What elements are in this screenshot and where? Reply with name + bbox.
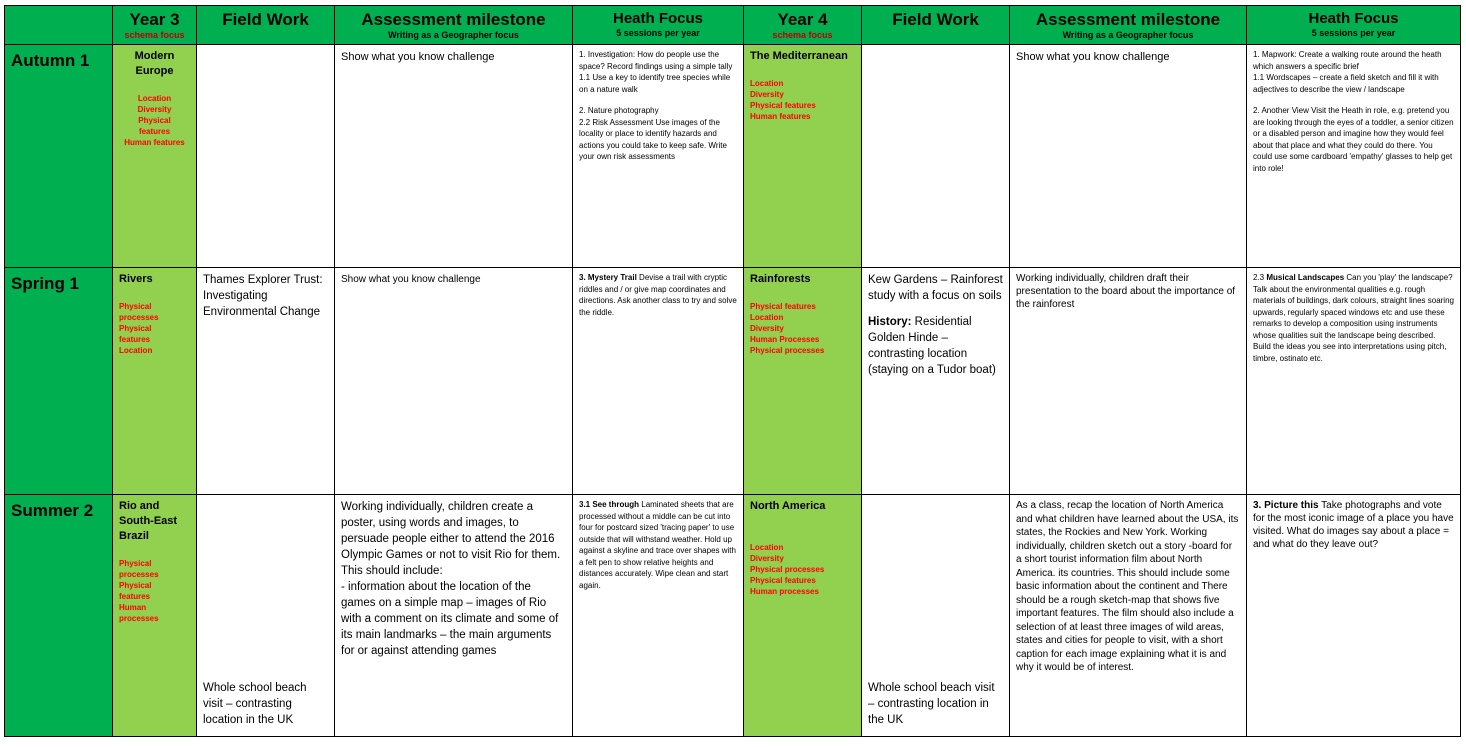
- y3-assessment-cell: Show what you know challenge: [335, 268, 573, 495]
- topic-tags: Location Diversity Physical features Human features: [750, 79, 816, 121]
- y4-heath-cell: 3. Picture this Take photographs and vote for the most iconic image of a place you have visited. What do images say about a place = and what do they leave out?: [1247, 495, 1461, 737]
- y4-heath-cell: 1. Mapwork: Create a walking route around the heath which answers a specific brief 1.1 Wordscapes – create a field sketch and fill it with adjectives to describe the view / landscape 2. Another View Visit the Heath in role, e.g. pretend you are looking through the eyes of a toddler, a senior citizen or a disabled person and imagine how they would feel about that place and what they could do there. You could use some cardboard 'empathy' glasses to help get into role!: [1247, 45, 1461, 268]
- table-row: [5, 268, 1461, 495]
- table-row: [5, 45, 1461, 268]
- year4-header: [744, 6, 862, 45]
- year3-fieldwork-header: Field Work: [197, 6, 335, 45]
- y3-assessment-cell: Working individually, children create a poster, using words and images, to persuade people either to attend the 2016 Olympic Games or not to visit Rio for them. This should include: - information about the location of the games on a simple map – images of Rio with a comment on its climate and some of its main landmarks – the main arguments for or against attending games: [335, 495, 573, 737]
- topic-tags: Location Diversity Physical processes Physical features Human processes: [750, 543, 825, 596]
- y4-fieldwork-cell: Whole school beach visit – contrasting location in the UK: [862, 495, 1010, 737]
- y4-assessment-cell: Show what you know challenge: [1010, 45, 1247, 268]
- year3-subtitle: schema focus: [124, 30, 185, 40]
- header-row: [5, 6, 1461, 45]
- topic-title: The Mediterranean: [750, 50, 848, 62]
- y4-heath-cell: 2.3 Musical Landscapes Can you 'play' the landscape? Talk about the environmental qualities e.g. rough materials of buildings, dark colours, straight lines soaring upwards, regularly spaced windows etc and use these remarks to develop a composition using instruments whose qualities suit the landscape being described. Build the ideas you see into interpretations using pitch, timbre, ostinato etc.: [1247, 268, 1461, 495]
- y3-fieldwork-cell: [197, 45, 335, 268]
- topic-title: North America: [750, 500, 826, 512]
- y3-topic-cell: [113, 268, 197, 495]
- topic-tags: Physical features Location Diversity Human Processes Physical processes: [750, 302, 825, 355]
- y4-fieldwork-cell: Kew Gardens – Rainforest study with a focus on soils History: Residential Golden Hinde – contrasting location (staying on a Tudor boat): [862, 268, 1010, 495]
- term-cell: Spring 1: [5, 268, 113, 495]
- year4-assessment-header: Assessment milestone Writing as a Geographer focus: [1010, 6, 1247, 45]
- y3-fieldwork-cell: Thames Explorer Trust: Investigating Environmental Change: [197, 268, 335, 495]
- year3-assessment-header: Assessment milestone Writing as a Geographer focus: [335, 6, 573, 45]
- curriculum-table: [4, 5, 1461, 737]
- term-cell: Autumn 1: [5, 45, 113, 268]
- y4-topic-cell: [744, 45, 862, 268]
- year3-header: [113, 6, 197, 45]
- topic-tags: Physical processes Physical features Human processes: [119, 559, 159, 623]
- y3-fieldwork-cell: Whole school beach visit – contrasting location in the UK: [197, 495, 335, 737]
- y4-topic-cell: [744, 268, 862, 495]
- y3-heath-cell: 1. Investigation: How do people use the space? Record findings using a simple tally 1.1 Use a key to identify tree species while on a nature walk 2. Nature photography 2.2 Risk Assessment Use images of the locality or place to identify hazards and actions you could take to keep safe. Write your own risk assessments: [573, 45, 744, 268]
- y4-assessment-cell: Working individually, children draft their presentation to the board about the importance of the rainforest: [1010, 268, 1247, 495]
- y3-topic-cell: [113, 495, 197, 737]
- term-cell: Summer 2: [5, 495, 113, 737]
- year4-heath-header: Heath Focus 5 sessions per year: [1247, 6, 1461, 45]
- corner-cell: [5, 6, 113, 45]
- year4-fieldwork-header: Field Work: [862, 6, 1010, 45]
- topic-tags: Location Diversity Physical features Human features: [124, 94, 185, 147]
- year3-title: Year 3: [129, 10, 180, 29]
- table-row: [5, 495, 1461, 737]
- y3-heath-cell: 3. Mystery Trail Devise a trail with cryptic riddles and / or give map coordinates and directions. Ask another class to try and solve the riddle.: [573, 268, 744, 495]
- y4-assessment-cell: As a class, recap the location of North America and what children have learned about the USA, its states, the Rockies and New York. Working individually, children sketch out a story -board for a short tourist information film about North America. its countries. This should include some basic information about the continent and There should be a rough sketch-map that shows five important features. The film should also include a selection of at least three images of wild areas, states and cities for people to visit, with a short caption for each image explaining what it is and why it would be of interest.: [1010, 495, 1247, 737]
- topic-title: Rainforests: [750, 273, 811, 285]
- topic-title: Modern Europe: [134, 50, 175, 77]
- y4-fieldwork-cell: [862, 45, 1010, 268]
- topic-title: Rio and South-East Brazil: [119, 500, 178, 542]
- y3-topic-cell: [113, 45, 197, 268]
- topic-tags: Physical processes Physical features Location: [119, 302, 159, 355]
- topic-title: Rivers: [119, 273, 153, 285]
- y4-topic-cell: [744, 495, 862, 737]
- year3-heath-header: Heath Focus 5 sessions per year: [573, 6, 744, 45]
- y3-assessment-cell: Show what you know challenge: [335, 45, 573, 268]
- year4-title: Year 4: [777, 10, 828, 29]
- y3-heath-cell: 3.1 See through Laminated sheets that are processed without a middle can be cut into four for postcard sized 'tracing paper' to use outside that will withstand weather. Hold up against a skyline and trace over shapes with a felt pen to show relative heights and distances accurately. Wipe clean and start again.: [573, 495, 744, 737]
- year4-subtitle: schema focus: [772, 30, 833, 40]
